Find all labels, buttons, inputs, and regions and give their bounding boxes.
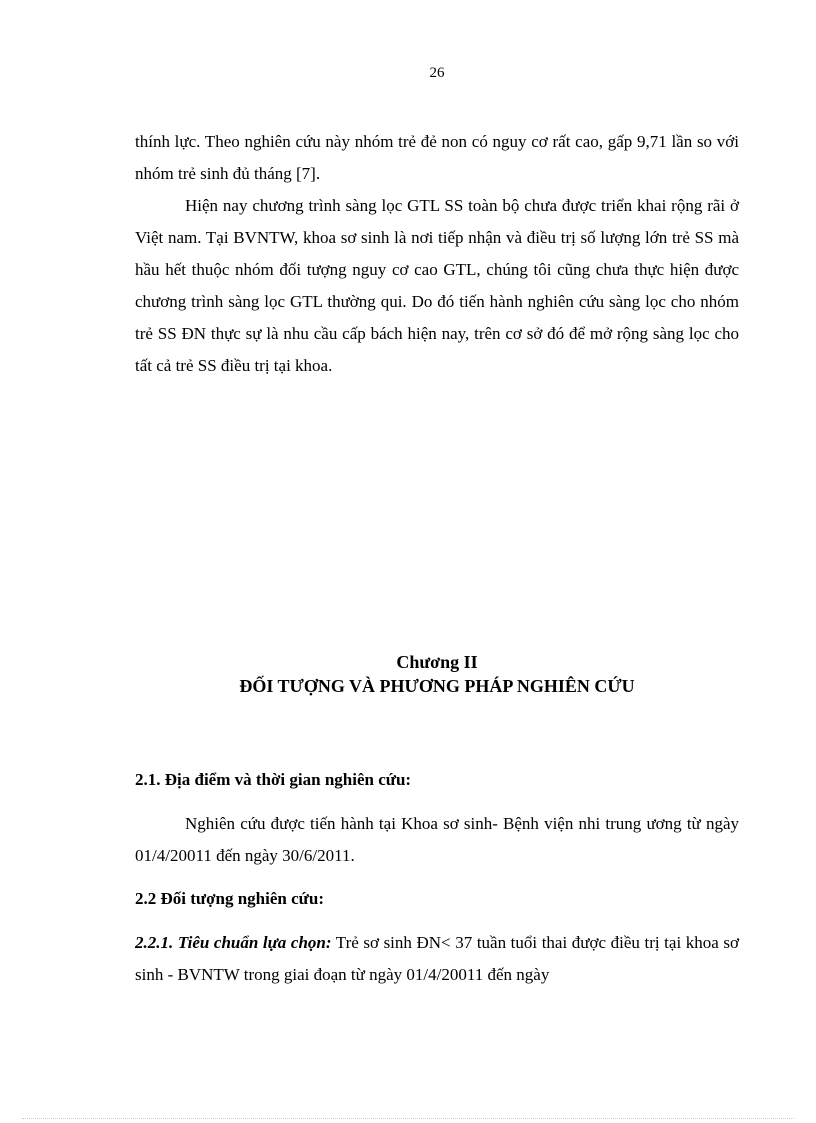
page-bottom-rule — [22, 1118, 794, 1119]
selection-criteria-text: Trẻ sơ sinh ĐN< 37 tuần tuổi thai được điều trị tại khoa sơ sinh - BVNTW trong giai đoạn từ ngày 01/4/20011 đến ngày — [135, 933, 739, 984]
page-number: 26 — [429, 65, 445, 81]
paragraph-selection-criteria — [135, 927, 739, 991]
section-heading-location-time: 2.1. Địa điểm và thời gian nghiên cứu: — [135, 770, 412, 789]
subsection-heading-selection-criteria: 2.2.1. Tiêu chuẩn lựa chọn: — [135, 933, 332, 952]
paragraph-location-time: Nghiên cứu được tiến hành tại Khoa sơ sinh- Bệnh viện nhi trung ương từ ngày 01/4/20011 đến ngày 30/6/2011. — [135, 814, 739, 865]
paragraph-hearing-risk: thính lực. Theo nghiên cứu này nhóm trẻ đẻ non có nguy cơ rất cao, gấp 9,71 lần so với nhóm trẻ sinh đủ tháng [7]. — [135, 132, 739, 183]
paragraph-screening-program: Hiện nay chương trình sàng lọc GTL SS toàn bộ chưa được triển khai rộng rãi ở Việt nam. Tại BVNTW, khoa sơ sinh là nơi tiếp nhận và điều trị số lượng lớn trẻ SS mà hầu hết thuộc nhóm đối tượng nguy cơ cao GTL, chúng tôi cũng chưa thực hiện được chương trình sàng lọc GTL thường qui. Do đó tiến hành nghiên cứu sàng lọc cho nhóm trẻ SS ĐN thực sự là nhu cầu cấp bách hiện nay, trên cơ sở đó để mở rộng sàng lọc cho tất cả trẻ SS điều trị tại khoa. — [135, 196, 739, 375]
chapter-title: ĐỐI TƯỢNG VÀ PHƯƠNG PHÁP NGHIÊN CỨU — [239, 676, 635, 696]
section-heading-subjects: 2.2 Đối tượng nghiên cứu: — [135, 889, 324, 908]
chapter-label: Chương II — [396, 652, 478, 672]
